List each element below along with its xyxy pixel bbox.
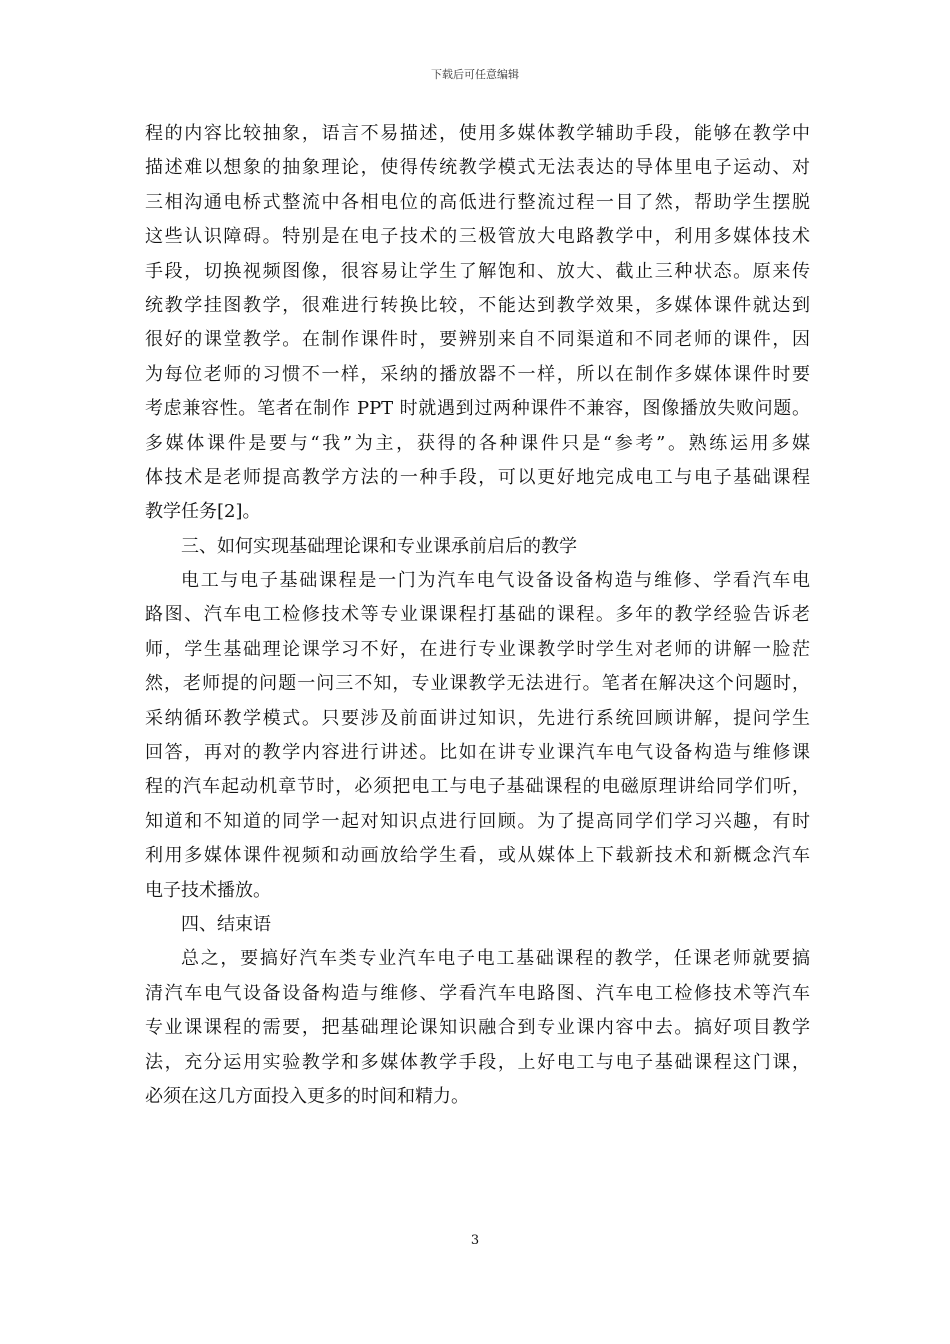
text-line: 为每位老师的习惯不一样，采纳的播放器不一样，所以在制作多媒体课件时要: [145, 363, 810, 385]
text-line: 教学任务[2]。: [145, 501, 261, 523]
text-line: 考虑兼容性。笔者在制作 PPT 时就遇到过两种课件不兼容，图像播放失败问题。: [145, 398, 810, 420]
text-line: 采纳循环教学模式。只要涉及前面讲过知识，先进行系统回顾讲解，提问学生: [145, 707, 810, 729]
text-line: 回答，再对的教学内容进行讲述。比如在讲专业课汽车电气设备构造与维修课: [145, 742, 810, 764]
text-line: 清汽车电气设备设备构造与维修、学看汽车电路图、汽车电工检修技术等汽车: [145, 982, 810, 1004]
text-line: 师，学生基础理论课学习不好，在进行专业课教学时学生对老师的讲解一脸茫: [145, 638, 810, 660]
text-line: 体技术是老师提高教学方法的一种手段，可以更好地完成电工与电子基础课程: [145, 466, 810, 488]
text-line: 三、如何实现基础理论课和专业课承前启后的教学: [181, 535, 577, 557]
text-line: 手段，切换视频图像，很容易让学生了解饱和、放大、截止三种状态。原来传: [145, 260, 810, 282]
text-line: 多媒体课件是要与“我”为主，获得的各种课件只是“参考”。熟练运用多媒: [145, 432, 810, 454]
text-line: 这些认识障碍。特别是在电子技术的三极管放大电路教学中，利用多媒体技术: [145, 226, 810, 248]
text-line: 必须在这几方面投入更多的时间和精力。: [145, 1085, 469, 1107]
text-line: 统教学挂图教学，很难进行转换比较，不能达到教学效果，多媒体课件就达到: [145, 294, 810, 316]
text-line: 专业课课程的需要，把基础理论课知识融合到专业课内容中去。搞好项目教学: [145, 1017, 810, 1039]
text-line: 路图、汽车电工检修技术等专业课课程打基础的课程。多年的教学经验告诉老: [145, 604, 810, 626]
text-line: 四、结束语: [181, 913, 271, 935]
text-line: 程的内容比较抽象，语言不易描述，使用多媒体教学辅助手段，能够在教学中: [145, 123, 810, 144]
text-line: 电工与电子基础课程是一门为汽车电气设备设备构造与维修、学看汽车电: [181, 570, 810, 592]
text-line: 然，老师提的问题一问三不知，专业课教学无法进行。笔者在解决这个问题时，: [145, 673, 810, 695]
document-body: [145, 117, 810, 1114]
page-header: 下载后可任意编辑: [431, 68, 519, 81]
text-line: 总之，要搞好汽车类专业汽车电子电工基础课程的教学，任课老师就要搞: [181, 948, 810, 970]
text-line: 利用多媒体课件视频和动画放给学生看，或从媒体上下载新技术和新概念汽车: [145, 845, 810, 867]
page-number: 3: [470, 1233, 480, 1248]
text-line: 描述难以想象的抽象理论，使得传统教学模式无法表达的导体里电子运动、对: [145, 157, 810, 179]
text-line: 电子技术播放。: [145, 879, 271, 901]
text-line: 三相沟通电桥式整流中各相电位的高低进行整流过程一目了然，帮助学生摆脱: [145, 191, 810, 213]
text-line: 法，充分运用实验教学和多媒体教学手段，上好电工与电子基础课程这门课，: [145, 1051, 810, 1073]
text-line: 知道和不知道的同学一起对知识点进行回顾。为了提高同学们学习兴趣，有时: [145, 810, 810, 832]
text-line: 程的汽车起动机章节时，必须把电工与电子基础课程的电磁原理讲给同学们听，: [145, 776, 810, 798]
text-line: 很好的课堂教学。在制作课件时，要辨别来自不同渠道和不同老师的课件，因: [145, 329, 810, 351]
